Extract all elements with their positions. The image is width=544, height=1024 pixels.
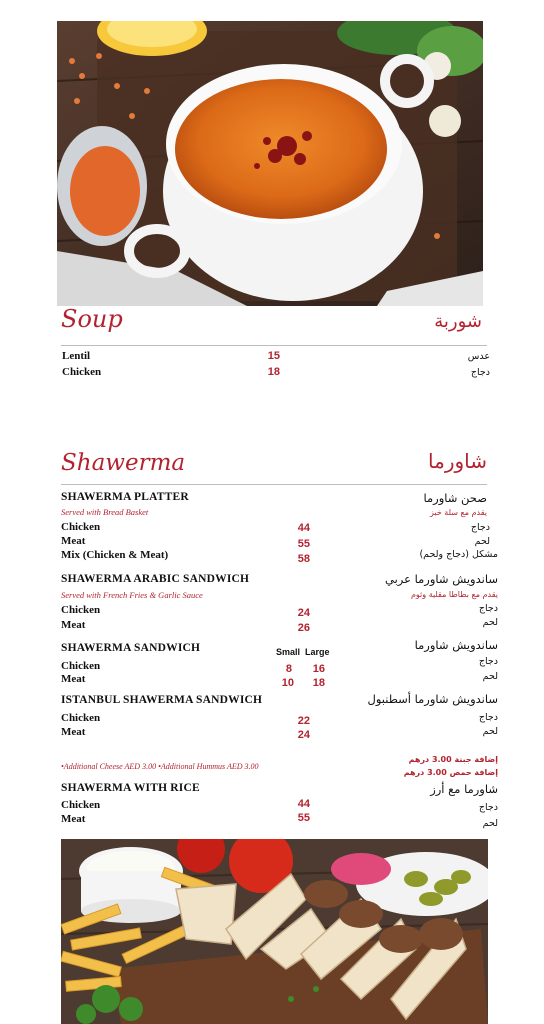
soup-item-price: 18 — [267, 366, 280, 378]
sandwich-heading-ar: ساندويش شاورما — [414, 638, 498, 652]
rice-item-price: 55 — [297, 812, 310, 824]
arabic-sandwich-subtitle: Served with French Fries & Garlic Sauce — [61, 590, 203, 600]
sandwich-item-en: Chicken — [61, 660, 101, 672]
rice-item-price: 44 — [297, 798, 310, 810]
lentil-soup-image — [57, 21, 483, 306]
sandwich-item-price-small: 10 — [281, 677, 294, 689]
platter-heading-ar: صحن شاورما — [423, 491, 487, 505]
istanbul-item-price: 22 — [297, 715, 310, 727]
rice-item-en: Chicken — [61, 799, 101, 811]
soup-title-en: Soup — [61, 305, 123, 333]
istanbul-item-ar: دجاج — [478, 712, 498, 723]
rice-item-ar: دجاج — [478, 802, 498, 813]
soup-photo — [57, 21, 483, 306]
shawerma-title-en: Shawerma — [61, 450, 186, 476]
platter-subtitle: Served with Bread Basket — [61, 507, 149, 517]
sandwich-item-price-small: 8 — [285, 663, 292, 675]
platter-subtitle-ar: يقدم مع سلة خبز — [429, 508, 487, 517]
sandwich-item-ar: دجاج — [478, 656, 498, 667]
platter-item-price: 44 — [297, 522, 310, 534]
size-large-header: Large — [305, 647, 330, 657]
sandwich-heading: SHAWERMA SANDWICH — [61, 642, 201, 654]
platter-item-en: Meat — [61, 535, 86, 547]
istanbul-item-ar: لحم — [482, 726, 498, 737]
arabic-sandwich-item-en: Meat — [61, 619, 86, 631]
arabic-sandwich-item-price: 26 — [297, 622, 310, 634]
arabic-sandwich-subtitle-ar: يقدم مع بطاطا مقلية وثوم — [410, 590, 498, 599]
soup-item-ar: عدس — [467, 351, 490, 362]
size-small-header: Small — [276, 647, 301, 657]
istanbul-heading-ar: ساندويش شاورما أسطنبول — [367, 692, 498, 706]
soup-divider — [61, 345, 487, 346]
rice-heading: SHAWERMA WITH RICE — [61, 782, 200, 794]
arabic-sandwich-item-ar: لحم — [482, 617, 498, 628]
platter-item-ar: مشكل (دجاج ولحم) — [419, 549, 498, 560]
platter-item-en: Mix (Chicken & Meat) — [61, 549, 169, 561]
arabic-sandwich-heading: SHAWERMA ARABIC SANDWICH — [61, 573, 250, 585]
sandwich-item-ar: لحم — [482, 671, 498, 682]
arabic-sandwich-item-en: Chicken — [61, 604, 101, 616]
platter-item-ar: لحم — [474, 536, 490, 547]
arabic-sandwich-heading-ar: ساندويش شاورما عربي — [384, 572, 498, 586]
sandwich-item-price-large: 18 — [312, 677, 325, 689]
soup-item-en: Lentil — [62, 350, 91, 362]
soup-title-ar: شوربة — [434, 311, 482, 332]
platter-item-price: 55 — [297, 538, 310, 550]
istanbul-item-en: Chicken — [61, 712, 101, 724]
platter-item-ar: دجاج — [470, 522, 490, 533]
platter-item-en: Chicken — [61, 521, 101, 533]
shawerma-photo — [61, 839, 488, 1024]
sandwich-item-en: Meat — [61, 673, 86, 685]
rice-item-en: Meat — [61, 813, 86, 825]
additions-note: •Additional Cheese AED 3.00 •Additional Hummus AED 3.00 — [61, 762, 259, 771]
rice-item-ar: لحم — [482, 818, 498, 829]
istanbul-heading: ISTANBUL SHAWERMA SANDWICH — [61, 694, 263, 706]
soup-item-ar: دجاج — [470, 367, 490, 378]
soup-item-en: Chicken — [62, 366, 102, 378]
arabic-sandwich-item-price: 24 — [297, 607, 310, 619]
istanbul-item-en: Meat — [61, 726, 86, 738]
platter-item-price: 58 — [297, 553, 310, 565]
arabic-sandwich-item-ar: دجاج — [478, 603, 498, 614]
istanbul-item-price: 24 — [297, 729, 310, 741]
rice-heading-ar: شاورما مع أرز — [430, 782, 498, 796]
soup-item-price: 15 — [267, 350, 280, 362]
platter-heading: SHAWERMA PLATTER — [61, 491, 189, 503]
additions-note-ar-2: إضافة حمص 3.00 درهم — [403, 768, 498, 777]
shawerma-divider — [61, 484, 487, 485]
sandwich-item-price-large: 16 — [312, 663, 325, 675]
shawerma-wraps-image — [61, 839, 488, 1024]
shawerma-title-ar: شاورما — [428, 449, 487, 473]
additions-note-ar-1: إضافة جبنة 3.00 درهم — [408, 755, 498, 764]
